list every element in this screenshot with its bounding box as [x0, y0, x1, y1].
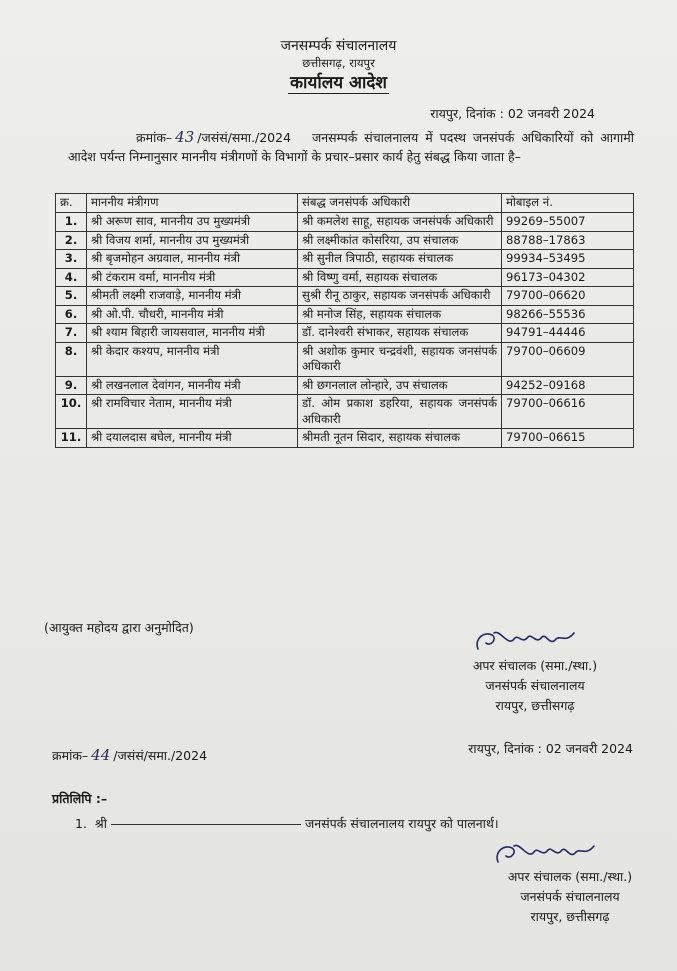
signatory-designation: अपर संचालक (समा./स्था.) — [507, 869, 633, 884]
body-text: अधिकारियों को आगामी आदेश पर्यन्त निम्नानुसार माननीय मंत्रीगणों के विभागों के प्रचार–प्रसार कार्य हेतु संबद्ध किया जाता है– — [68, 130, 634, 164]
cell-minister: श्री रामविचार नेताम, माननीय मंत्री — [87, 395, 298, 429]
copy-order-reference: क्रमांक– 44 /जसंसं/समा./2024 — [52, 746, 208, 764]
table-row — [56, 429, 634, 448]
cell-officer: श्री कमलेश साहू, सहायक जनसंपर्क अधिकारी — [298, 213, 502, 232]
blank-line — [111, 824, 301, 825]
table-row — [56, 268, 634, 287]
cell-officer: श्री लक्ष्मीकांत कोसरिया, उप संचालक — [298, 231, 502, 250]
col-header-mobile: मोबाइल नं. — [502, 194, 634, 213]
signatory-place: रायपुर, छत्तीसगढ़ — [495, 698, 575, 713]
ref-number-handwritten: 43 — [175, 128, 195, 146]
table-header-row — [56, 194, 634, 213]
cell-minister: श्री बृजमोहन अग्रवाल, माननीय मंत्री — [87, 250, 298, 269]
cell-officer: डॉ. दानेश्वरी संभाकर, सहायक संचालक — [298, 324, 502, 343]
copy-recipient-1: 1. श्री जनसंपर्क संचालनालय रायपुर को पालनार्थ। — [75, 816, 499, 831]
cell-officer: श्री मनोज सिंह, सहायक संचालक — [298, 305, 502, 324]
cell-minister: श्रीमती लक्ष्मी राजवाड़े, माननीय मंत्री — [87, 287, 298, 306]
body-line1: जनसम्पर्क संचालनालय में पदस्थ जनसंपर्क — [311, 130, 515, 145]
signatory-block-2 — [470, 867, 670, 927]
cell-sn: 9. — [56, 376, 87, 395]
cell-mobile: 79700–06616 — [502, 395, 634, 429]
cell-minister: श्री ओ.पी. चौधरी, माननीय मंत्री — [87, 305, 298, 324]
minister-officer-table — [55, 193, 634, 448]
cell-mobile: 79700–06609 — [502, 342, 634, 376]
signature-2 — [490, 838, 610, 870]
cell-mobile: 96173–04302 — [502, 268, 634, 287]
cell-mobile: 99934–53495 — [502, 250, 634, 269]
cell-officer: श्री अशोक कुमार चन्द्रवंशी, सहायक जनसंपर्क अधिकारी — [298, 342, 502, 376]
cell-sn: 3. — [56, 250, 87, 269]
cell-minister: श्री लखनलाल देवांगन, माननीय मंत्री — [87, 376, 298, 395]
col-header-officer: संबद्ध जनसंपर्क अधिकारी — [298, 194, 502, 213]
office-name: जनसम्पर्क संचालनालय — [280, 38, 397, 54]
office-location: छत्तीसगढ़, रायपुर — [302, 56, 375, 70]
ref-prefix: क्रमांक– — [136, 130, 173, 145]
cell-mobile: 88788–17863 — [502, 231, 634, 250]
cell-officer: डॉ. ओम प्रकाश डहरिया, सहायक जनसंपर्क अधिकारी — [298, 395, 502, 429]
cell-mobile: 98266–55536 — [502, 305, 634, 324]
cell-minister: श्री दयालदास बघेल, माननीय मंत्री — [87, 429, 298, 448]
signatory-place: रायपुर, छत्तीसगढ़ — [530, 909, 610, 924]
cell-mobile: 99269–55007 — [502, 213, 634, 232]
cell-sn: 8. — [56, 342, 87, 376]
table-row — [56, 213, 634, 232]
cell-officer: श्री विष्णु वर्मा, सहायक संचालक — [298, 268, 502, 287]
cell-sn: 2. — [56, 231, 87, 250]
table-row — [56, 231, 634, 250]
table-row — [56, 305, 634, 324]
cell-sn: 10. — [56, 395, 87, 429]
cell-sn: 6. — [56, 305, 87, 324]
table-row — [56, 395, 634, 429]
cell-minister: श्री अरूण साव, माननीय उप मुख्यमंत्री — [87, 213, 298, 232]
document-title: कार्यालय आदेश — [290, 73, 387, 93]
cell-officer: सुश्री रीनू ठाकुर, सहायक जनसंपर्क अधिकारी — [298, 287, 502, 306]
copy-heading: प्रतिलिपि :– — [52, 791, 108, 806]
table-row — [56, 287, 634, 306]
cell-minister: श्री श्याम बिहारी जायसवाल, माननीय मंत्री — [87, 324, 298, 343]
ref-suffix: /जसंसं/समा./2024 — [197, 130, 292, 145]
cell-officer: श्री छगनलाल लोन्हारे, उप संचालक — [298, 376, 502, 395]
cell-minister: श्री टंकराम वर्मा, माननीय मंत्री — [87, 268, 298, 287]
cell-minister: श्री विजय शर्मा, माननीय उप मुख्यमंत्री — [87, 231, 298, 250]
copy-ref-number-handwritten: 44 — [91, 746, 111, 764]
table-row — [56, 342, 634, 376]
signatory-designation: अपर संचालक (समा./स्था.) — [472, 658, 598, 673]
copy-order-date: रायपुर, दिनांक : 02 जनवरी 2024 — [468, 741, 633, 756]
table-row — [56, 376, 634, 395]
signatory-office: जनसंपर्क संचालनालय — [485, 678, 585, 693]
table-row — [56, 250, 634, 269]
cell-sn: 11. — [56, 429, 87, 448]
cell-mobile: 79700–06620 — [502, 287, 634, 306]
order-paragraph — [68, 128, 634, 166]
col-header-sn: क्र. — [56, 194, 87, 213]
cell-officer: श्री सुनील त्रिपाठी, सहायक संचालक — [298, 250, 502, 269]
table-row — [56, 324, 634, 343]
cell-officer: श्रीमती नूतन सिदार, सहायक संचालक — [298, 429, 502, 448]
cell-mobile: 94791–44446 — [502, 324, 634, 343]
cell-mobile: 94252–09168 — [502, 376, 634, 395]
cell-sn: 7. — [56, 324, 87, 343]
cell-sn: 5. — [56, 287, 87, 306]
order-date: रायपुर, दिनांक : 02 जनवरी 2024 — [430, 106, 595, 121]
cell-sn: 4. — [56, 268, 87, 287]
approval-note: (आयुक्त महोदय द्वारा अनुमोदित) — [44, 620, 194, 635]
cell-mobile: 79700–06615 — [502, 429, 634, 448]
signatory-block-1 — [445, 656, 625, 716]
signature-1 — [470, 625, 590, 657]
cell-sn: 1. — [56, 213, 87, 232]
col-header-minister: माननीय मंत्रीगण — [87, 194, 298, 213]
signatory-office: जनसंपर्क संचालनालय — [520, 889, 620, 904]
cell-minister: श्री केदार कश्यप, माननीय मंत्री — [87, 342, 298, 376]
